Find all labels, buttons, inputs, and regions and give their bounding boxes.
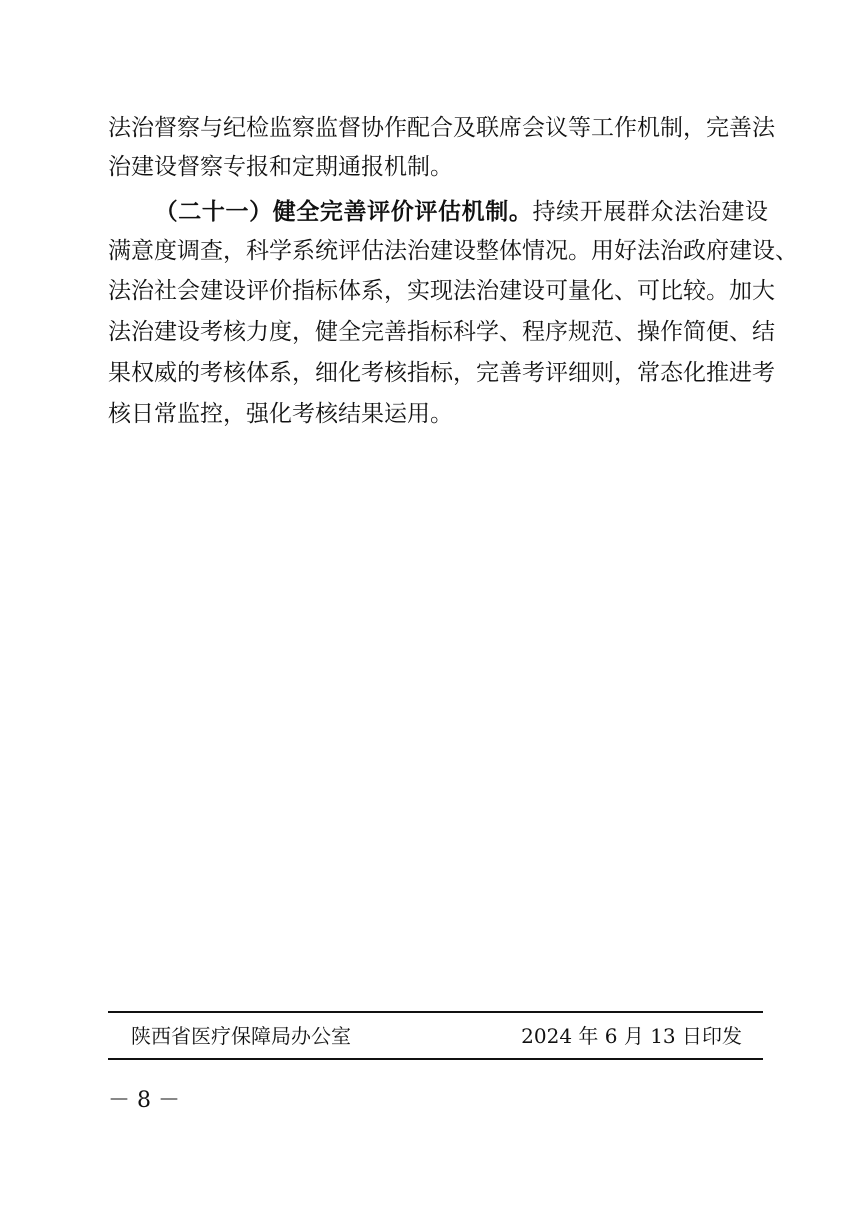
body-text-line: 果权威的考核体系，细化考核指标，完善考评细则，常态化推进考 [108,360,775,386]
section-heading: （二十一）健全完善评价评估机制。 [154,199,533,225]
body-text-line: 核日常监控，强化考核结果运用。 [108,401,453,427]
page-number: － 8 － [108,1088,180,1113]
section-paragraph-first-line [108,197,768,227]
body-text-line: 法治督察与纪检监察监督协作配合及联席会议等工作机制，完善法 [108,115,775,141]
body-text-line: 治建设督察专报和定期通报机制。 [108,154,453,180]
body-text-line: 法治建设考核力度，健全完善指标科学、程序规范、操作简便、结 [108,319,775,345]
footer-issue-date: 2024 年 6 月 13 日印发 [521,1024,742,1048]
body-text-fragment: 持续开展群众法治建设 [532,199,769,225]
footer-top-rule [108,1011,763,1013]
footer-issuer: 陕西省医疗保障局办公室 [131,1024,351,1048]
footer-bottom-rule [108,1058,763,1060]
body-text-line: 法治社会建设评价指标体系，实现法治建设可量化、可比较。加大 [108,278,775,304]
body-text-line: 满意度调查，科学系统评估法治建设整体情况。用好法治政府建设、 [108,238,798,264]
